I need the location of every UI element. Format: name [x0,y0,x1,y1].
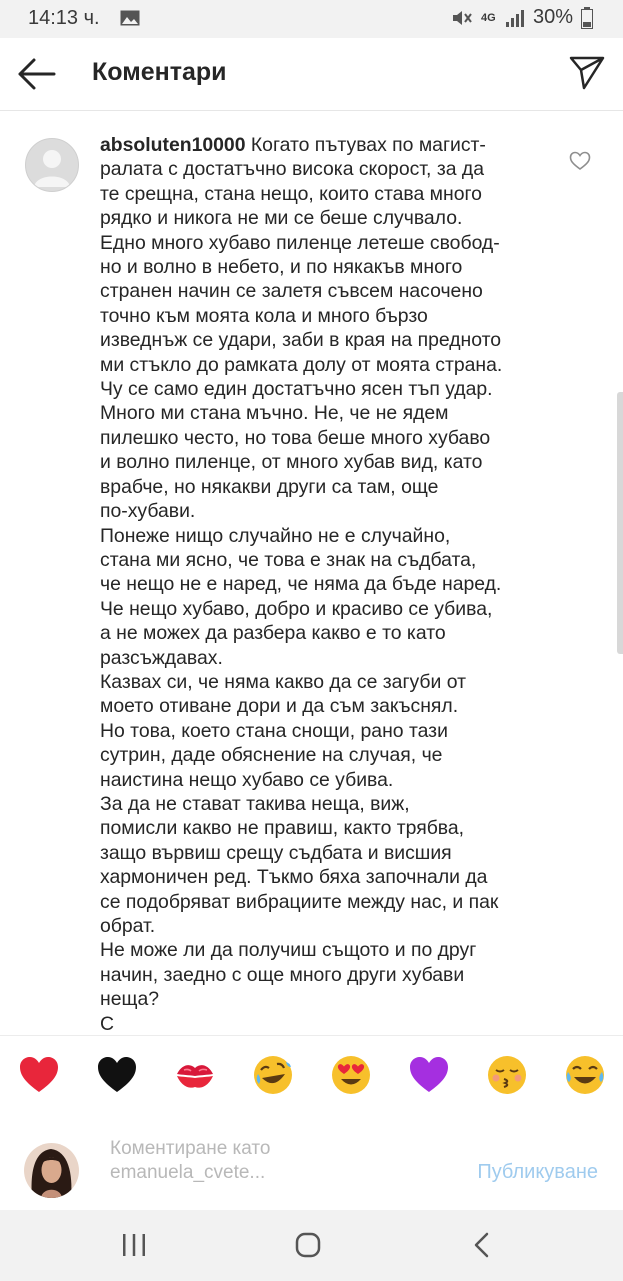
direct-send-icon[interactable] [567,52,607,92]
signal-icon [505,9,525,27]
scrollbar-thumb[interactable] [617,392,623,654]
purple-heart-icon[interactable] [408,1054,450,1096]
battery-icon [581,7,593,29]
commenter-avatar[interactable] [25,138,79,192]
comment-text: Когато пътувах по магист- ралата с достатъчно висока скорост, за да те срещна, стана нещо, които става много рядко и никога не ми се беше случвало. Едно много хубаво пиленце летеше свобод- но и волно в небето, и по някакъв много странен начин се залетя съвсем насочено точно към моята кола и много бързо изведнъж се удари, заби в края на предното ми стъкло до рамката долу от моята страна. Чу се само един достатъчно ясен тъп удар. Много ми стана мъчно. Не, че не ядем пилешко често, но това беше много хубаво и волно пиленце, от много хубав вид, като врабче, но някакви други са там, още по-хубави. Понеже нищо случайно не е случайно, стана ми ясно, че това е знак на съдбата, че нещо не е наред, че няма да бъде наред. Че нещо хубаво, добро и красиво се убива, а не можех да разбера какво е то като разсъждавах. Казвах си, че няма какво да се загуби от моето отиване дори и да съм закъснял. Но това, което стана снощи, рано тази сутрин, даде обяснение на случая, че наистина нещо хубаво се убива. За да не стават такива неща, виж, помисли какво не правиш, както трябва, защо вървиш срещу съдбата и висшия хармоничен ред. Тъкмо бяха започнали да се подобряват вибрациите между нас, и пак обрат. Не може ли да получиш същото и по друг начин, заедно с още много други хубави неща? С [100,134,503,1035]
rolling-laughing-face-icon[interactable] [252,1054,294,1096]
battery-percent: 30% [532,6,573,28]
emoji-bar [0,1035,623,1114]
comment-composer [0,1113,623,1209]
kissing-face-icon[interactable] [486,1054,528,1096]
comment-input-placeholder-line2: emanuela_cvete... [110,1162,266,1183]
mute-icon [451,8,473,28]
heart-outline-icon[interactable] [569,151,591,171]
current-user-avatar [24,1143,79,1198]
page-title: Коментари [92,58,227,86]
black-heart-icon[interactable] [96,1054,138,1096]
default-avatar-icon [26,139,78,191]
app-header [0,38,623,111]
comment-input[interactable] [110,1137,370,1185]
comment-input-placeholder-line1: Коментиране като [110,1138,271,1159]
comment-body [100,133,555,1035]
back-arrow-icon[interactable] [14,54,58,94]
red-heart-icon[interactable] [18,1054,60,1096]
home-icon[interactable] [291,1230,325,1260]
recent-apps-icon[interactable] [117,1230,151,1260]
back-nav-icon[interactable] [466,1230,500,1260]
profile-photo [24,1143,79,1198]
network-type: 4G [480,11,496,24]
comment-list[interactable] [0,111,623,1035]
gallery-icon [120,10,140,26]
kiss-mark-icon[interactable] [174,1054,216,1096]
status-icons [451,6,593,29]
tears-of-joy-face-icon[interactable] [564,1054,606,1096]
comment-username[interactable]: absoluten10000 [100,134,246,156]
heart-eyes-face-icon[interactable] [330,1054,372,1096]
post-button[interactable]: Публикуване [477,1161,598,1183]
status-time: 14:13 ч. [28,7,100,29]
system-nav-bar [0,1210,623,1281]
status-bar [0,0,623,38]
